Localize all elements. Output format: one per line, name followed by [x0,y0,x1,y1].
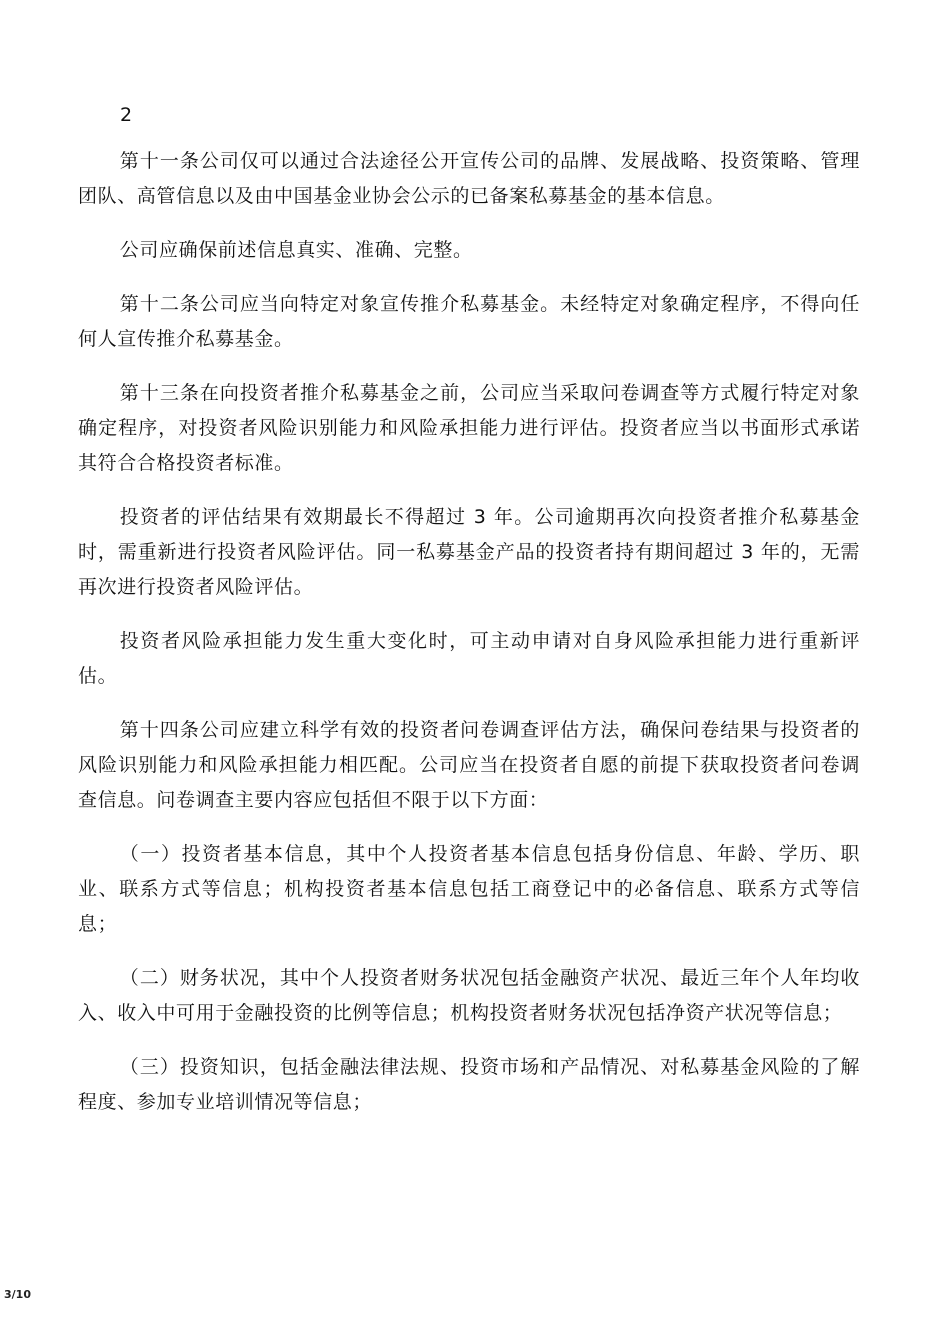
document-body [78,144,860,1120]
list-item-investment-knowledge: （三）投资知识，包括金融法律法规、投资市场和产品情况、对私募基金风险的了解程度、参加专业培训情况等信息； [78,1056,860,1113]
paragraph-article-12: 第十二条公司应当向特定对象宣传推介私募基金。未经特定对象确定程序，不得向任何人宣传推介私募基金。 [78,293,860,350]
list-item-basic-info: （一）投资者基本信息，其中个人投资者基本信息包括身份信息、年龄、学历、职业、联系方式等信息；机构投资者基本信息包括工商登记中的必备信息、联系方式等信息； [78,843,860,935]
page-marker: 2 [120,104,133,126]
paragraph-article-14: 第十四条公司应建立科学有效的投资者问卷调查评估方法，确保问卷结果与投资者的风险识别能力和风险承担能力相匹配。公司应当在投资者自愿的前提下获取投资者问卷调查信息。问卷调查主要内容应包括但不限于以下方面： [78,719,860,811]
list-item-financial-status: （二）财务状况，其中个人投资者财务状况包括金融资产状况、最近三年个人年均收入、收入中可用于金融投资的比例等信息；机构投资者财务状况包括净资产状况等信息； [78,967,860,1024]
paragraph-info-accuracy: 公司应确保前述信息真实、准确、完整。 [119,239,473,261]
paragraph-article-11: 第十一条公司仅可以通过合法途径公开宣传公司的品牌、发展战略、投资策略、管理团队、高管信息以及由中国基金业协会公示的已备案私募基金的基本信息。 [78,150,860,207]
paragraph-evaluation-validity: 投资者的评估结果有效期最长不得超过 3 年。公司逾期再次向投资者推介私募基金时，需重新进行投资者风险评估。同一私募基金产品的投资者持有期间超过 3 年的，无需再次进行投资者风险评估。 [78,506,860,598]
paragraph-reevaluation: 投资者风险承担能力发生重大变化时，可主动申请对自身风险承担能力进行重新评估。 [78,630,860,687]
paragraph-article-13: 第十三条在向投资者推介私募基金之前，公司应当采取问卷调查等方式履行特定对象确定程序，对投资者风险识别能力和风险承担能力进行评估。投资者应当以书面形式承诺其符合合格投资者标准。 [78,382,860,474]
page-footer-counter: 3/10 [4,1288,31,1301]
